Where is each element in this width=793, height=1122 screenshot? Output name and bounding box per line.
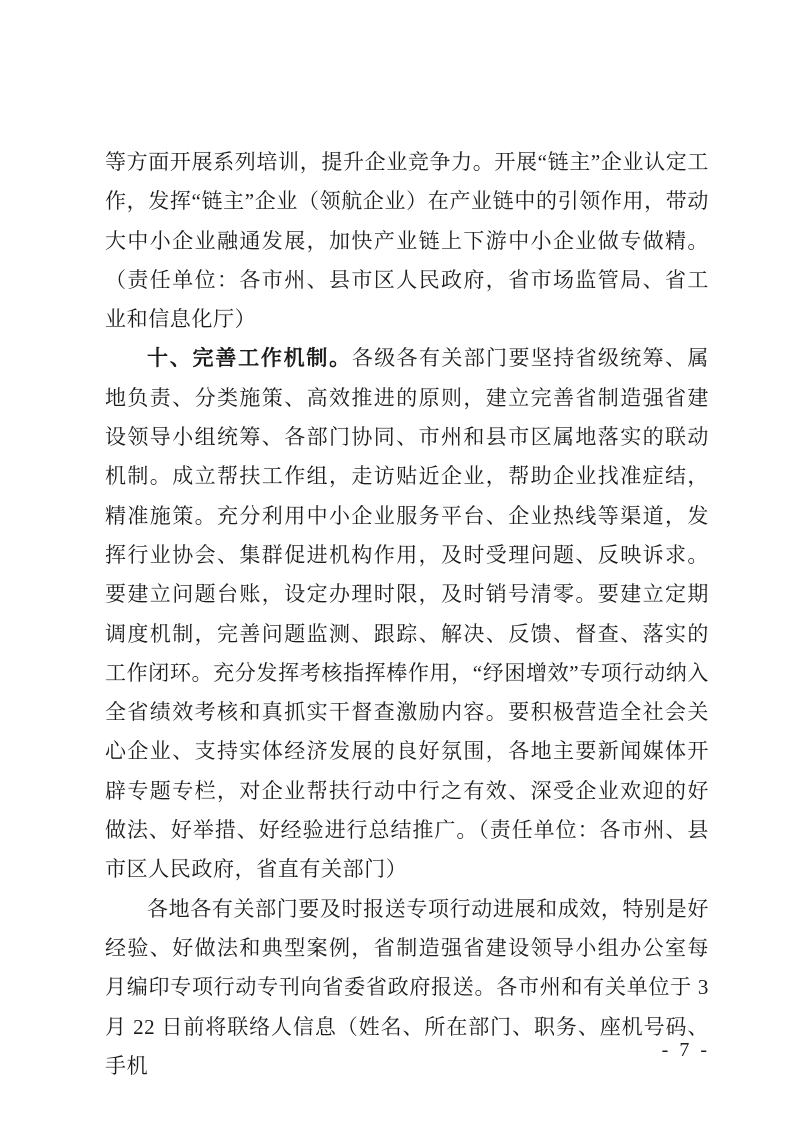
section-heading-run: 十、完善工作机制。 [147,347,352,371]
body-text-run: 等方面开展系列培训，提升企业竞争力。开展“链主”企业认定工作，发挥“链主”企业（领航企业）在产业链中的引领作用，带动大中小企业融通发展，加快产业链上下游中小企业做专做精。（责任单位：各市州、县市区人民政府，省市场监管局、省工业和信息化厅） [105,150,709,332]
body-text-run: 各地各有关部门要及时报送专项行动进展和成效，特别是好经验、好做法和典型案例，省制造强省建设领导小组办公室每月编印专项行动专刊向省委省政府报送。各市州和有关单位于 3 月 22 日前将联络人信息（姓名、所在部门、职务、座机号码、手机 [105,896,709,1078]
paragraph-section-ten [105,339,709,889]
paragraph-reporting [105,890,709,1086]
body-text-run: 各级各有关部门要坚持省级统筹、属地负责、分类施策、高效推进的原则，建立完善省制造强省建设领导小组统筹、各部门协同、市州和县市区属地落实的联动机制。成立帮扶工作组，走访贴近企业，帮助企业找准症结，精准施策。充分利用中小企业服务平台、企业热线等渠道，发挥行业协会、集群促进机构作用，及时受理问题、反映诉求。要建立问题台账，设定办理时限，及时销号清零。要建立定期调度机制，完善问题监测、跟踪、解决、反馈、督查、落实的工作闭环。充分发挥考核指挥棒作用，“纾困增效”专项行动纳入全省绩效考核和真抓实干督查激励内容。要积极营造全社会关心企业、支持实体经济发展的良好氛围，各地主要新闻媒体开辟专题专栏，对企业帮扶行动中行之有效、深受企业欢迎的好做法、好举措、好经验进行总结推广。（责任单位：各市州、县市区人民政府，省直有关部门） [105,346,709,882]
document-body [105,143,709,1086]
paragraph-continuation [105,143,709,339]
page-number: - 7 - [661,1039,710,1061]
